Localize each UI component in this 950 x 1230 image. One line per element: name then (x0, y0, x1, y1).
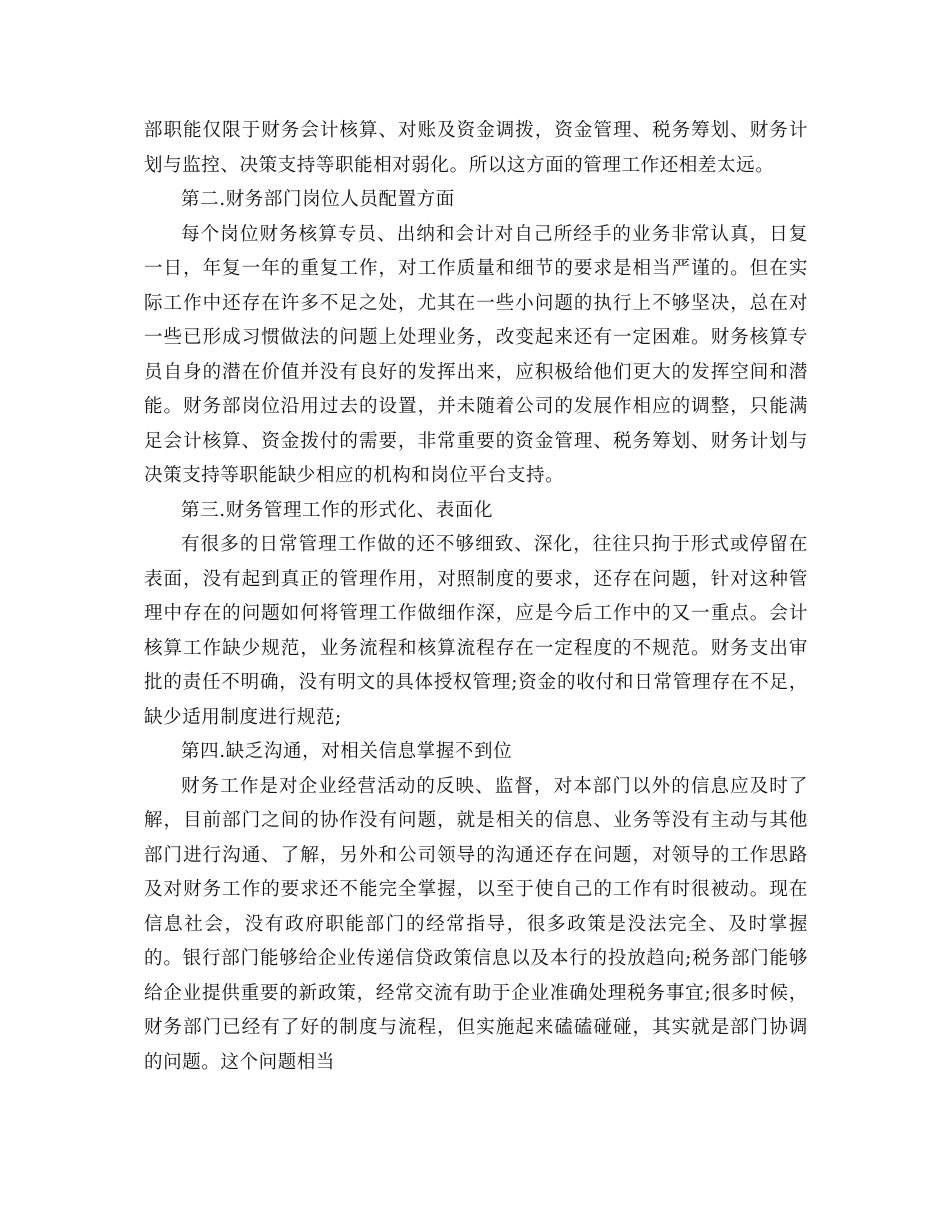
paragraph-continuation: 部职能仅限于财务会计核算、对账及资金调拨，资金管理、税务筹划、财务计划与监控、决策支持等职能相对弱化。所以这方面的管理工作还相差太远。 (144, 120, 808, 176)
document-body (144, 114, 808, 1080)
section-heading-2: 第二.财务部门岗位人员配置方面 (181, 189, 455, 210)
paragraph-staffing: 每个岗位财务核算专员、出纳和会计对自己所经手的业务非常认真，日复一日，年复一年的重复工作，对工作质量和细节的要求是相当严谨的。但在实际工作中还存在许多不足之处，尤其在一些小问题的执行上不够坚决，总在对一些已形成习惯做法的问题上处理业务，改变起来还有一定困难。财务核算专员自身的潜在价值并没有良好的发挥出来，应积极给他们更大的发挥空间和潜能。财务部岗位沿用过去的设置，并未随着公司的发展作相应的调整，只能满足会计核算、资金拨付的需要，非常重要的资金管理、税务筹划、财务计划与决策支持等职能缺少相应的机构和岗位平台支持。 (144, 223, 808, 486)
paragraph-communication: 财务工作是对企业经营活动的反映、监督，对本部门以外的信息应及时了解，目前部门之间的协作没有问题，就是相关的信息、业务等没有主动与其他部门进行沟通、了解，另外和公司领导的沟通还存在问题，对领导的工作思路及对财务工作的要求还不能完全掌握，以至于使自己的工作有时很被动。现在信息社会，没有政府职能部门的经常指导，很多政策是没法完全、及时掌握的。银行部门能够给企业传递信贷政策信息以及本行的投放趋向;税务部门能够给企业提供重要的新政策，经常交流有助于企业准确处理税务事宜;很多时候，财务部门已经有了好的制度与流程，但实施起来磕磕碰碰，其实就是部门协调的问题。这个问题相当 (144, 775, 808, 1073)
paragraph-formalism: 有很多的日常管理工作做的还不够细致、深化，往往只拘于形式或停留在表面，没有起到真正的管理作用，对照制度的要求，还存在问题，针对这种管理中存在的问题如何将管理工作做细作深，应是今后工作中的又一重点。会计核算工作缺少规范，业务流程和核算流程存在一定程度的不规范。财务支出审批的责任不明确，没有明文的具体授权管理;资金的收付和日常管理存在不足，缺少适用制度进行规范; (144, 534, 808, 728)
section-heading-3: 第三.财务管理工作的形式化、表面化 (181, 499, 494, 521)
section-heading-4: 第四.缺乏沟通，对相关信息掌握不到位 (181, 741, 513, 762)
